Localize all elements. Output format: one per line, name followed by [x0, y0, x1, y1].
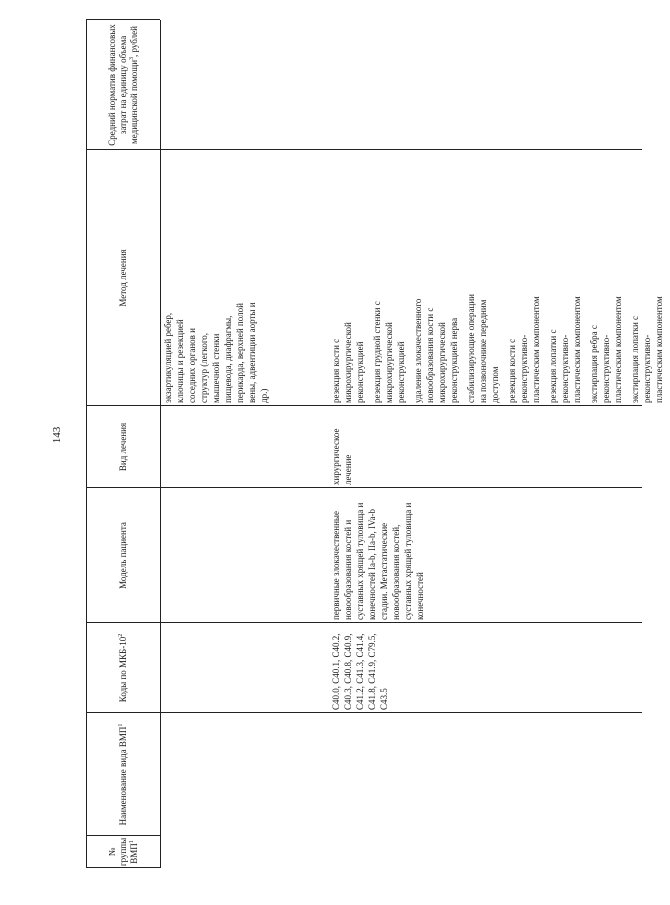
rotated-table-region: [86, 20, 664, 868]
header-icd-codes: Коды по МКБ-$10^2$: [117, 633, 128, 703]
cell-icd-codes: C40.0, C40.1, C40.2, C40.3, C40.8, C40.9, C41.2, C41.3, C41.4, C41.8, C41.9, C79.5, C43.5: [331, 633, 389, 710]
method-item: удаление злокачественного новообразования кости с микрохирургической реконструкцией нерва: [413, 298, 459, 403]
cell-treatment-type: хирургическое лечение: [331, 428, 353, 485]
method-item: стабилизирующие операции на позвоночнике передним доступом: [466, 294, 500, 403]
cell-method-continued: экзартикуляцией ребер, ключицы и резекцией соседних органов и структур (легкого, мышечной стенки пищевода, диафрагмы, перикарда, верхней полой вены, адвентиции аорты и др.): [163, 302, 269, 403]
header-bottom-border: [160, 20, 161, 868]
header-treatment-type: Вид лечения: [117, 422, 128, 472]
page-number: 143: [51, 426, 63, 444]
header-avg-cost: Средний норматив финансовых затрат на единицу объема медицинской помощи$^3$, рублей: [106, 24, 139, 146]
method-item: экстирпация ребра с реконструктивно-пластическим компонентом: [589, 296, 623, 403]
method-item: резекция кости с микрохирургической реконструкцией: [331, 322, 365, 403]
method-item: резекция кости с реконструктивно-пластическим компонентом: [507, 296, 541, 403]
header-patient-model: Модель пациента: [117, 522, 128, 589]
cell-patient-model: первичные злокачественные новообразования костей и суставных хрящей туловища и конечностей Ia-b, IIa-b, IVa-b стадии. Метастатические новообразования костей, суставных хрящей туловища и конечностей: [331, 502, 425, 620]
header-treatment-method: Метод лечения: [117, 249, 128, 307]
cell-method-list: [330, 290, 670, 406]
method-item: резекция грудной стенки с микрохирургической реконструкцией: [372, 301, 406, 403]
method-item: резекция лопатки с реконструктивно-пластическим компонентом: [548, 296, 582, 403]
col-border-6: [86, 149, 642, 150]
header-group-no: № группы ВМП$^1$: [106, 837, 139, 867]
treatment-table: [86, 20, 664, 868]
method-item: экстирпация лопатки с реконструктивно-пластическим компонентом: [630, 296, 664, 403]
header-vmp-name: Наименование вида ВМП$^1$: [117, 723, 128, 826]
